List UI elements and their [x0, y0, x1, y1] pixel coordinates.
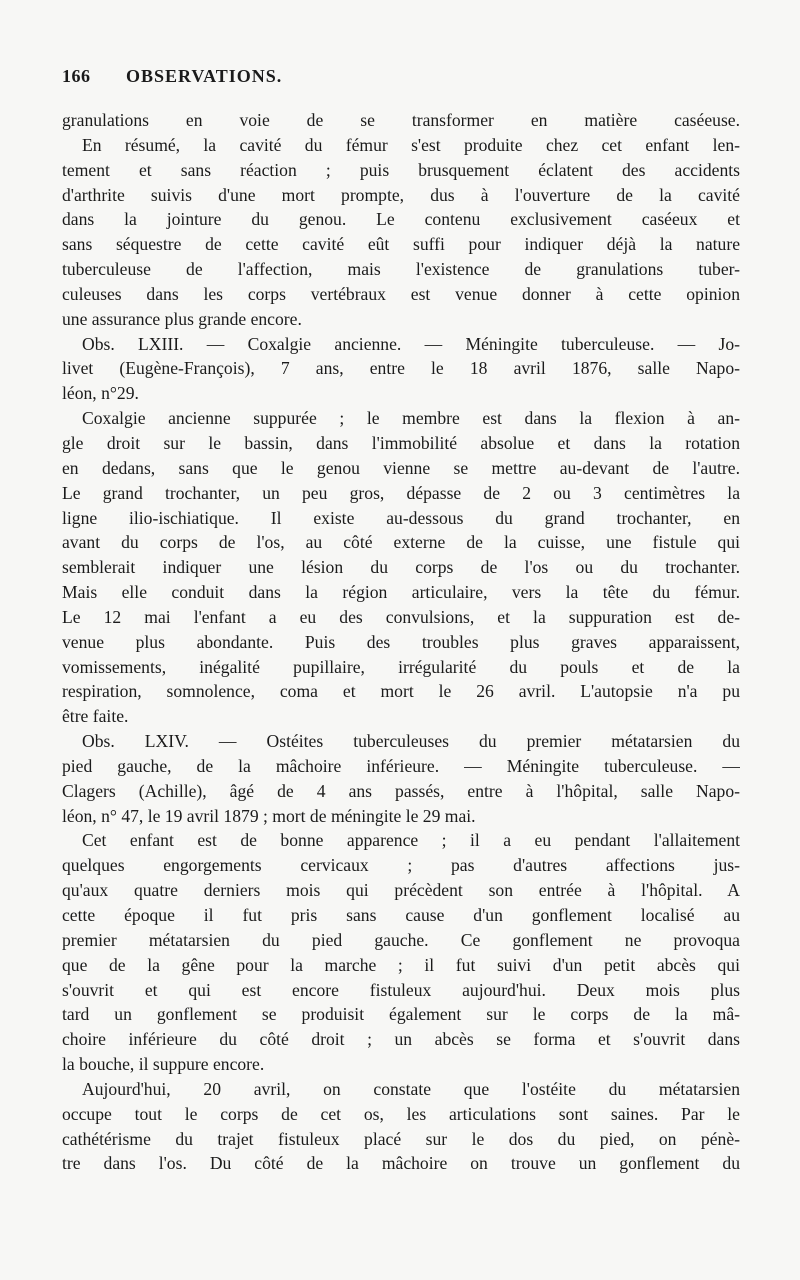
text-line: léon, n°29.	[62, 383, 139, 404]
text-line: pied gauche, de la mâchoire inférieure. — Méningite tuberculeuse. —	[62, 755, 740, 776]
text-line: vomissements, inégalité pupillaire, irrégularité du pouls et de la	[62, 656, 740, 677]
text-line: être faite.	[62, 706, 129, 727]
text-line: en dedans, sans que le genou vienne se mettre au-devant de l'autre.	[62, 457, 740, 478]
text-line: En résumé, la cavité du fémur s'est produite chez cet enfant len-	[82, 134, 740, 155]
text-line: gle droit sur le bassin, dans l'immobilité absolue et dans la rotation	[62, 432, 740, 453]
text-line: tre dans l'os. Du côté de la mâchoire on trouve un gonflement du	[62, 1153, 740, 1174]
text-line: Clagers (Achille), âgé de 4 ans passés, entre à l'hôpital, salle Napo-	[62, 780, 740, 801]
text-line: ligne ilio-ischiatique. Il existe au-dessous du grand trochanter, en	[62, 507, 740, 528]
text-line: la bouche, il suppure encore.	[62, 1054, 265, 1075]
text-line: d'arthrite suivis d'une mort prompte, dus à l'ouverture de la cavité	[62, 184, 740, 205]
text-line: occupe tout le corps de cet os, les articulations sont saines. Par le	[62, 1103, 740, 1124]
text-line: tement et sans réaction ; puis brusquement éclatent des accidents	[62, 159, 740, 180]
text-line: venue plus abondante. Puis des troubles plus graves apparaissent,	[62, 631, 740, 652]
text-line: tard un gonflement se produisit également sur le corps de la mâ-	[62, 1004, 740, 1025]
text-line: Le 12 mai l'enfant a eu des convulsions, et la suppuration est de-	[62, 606, 740, 627]
text-line: respiration, somnolence, coma et mort le 26 avril. L'autopsie n'a pu	[62, 681, 740, 702]
text-line: premier métatarsien du pied gauche. Ce gonflement ne provoqua	[62, 929, 740, 950]
text-line: livet (Eugène-François), 7 ans, entre le 18 avril 1876, salle Napo-	[62, 358, 740, 379]
text-line: semblerait indiquer une lésion du corps de l'os ou du trochanter.	[62, 557, 740, 578]
text-line: Coxalgie ancienne suppurée ; le membre est dans la flexion à an-	[82, 408, 740, 429]
running-header	[62, 66, 742, 86]
text-line: tuberculeuse de l'affection, mais l'existence de granulations tuber-	[62, 259, 740, 280]
text-line: choire inférieure du côté droit ; un abcès se forma et s'ouvrit dans	[62, 1029, 740, 1050]
text-line: quelques engorgements cervicaux ; pas d'autres affections jus-	[62, 855, 740, 876]
text-line: Aujourd'hui, 20 avril, on constate que l'ostéite du métatarsien	[82, 1078, 740, 1099]
text-line: avant du corps de l'os, au côté externe de la cuisse, une fistule qui	[62, 532, 740, 553]
text-line: cette époque il fut pris sans cause d'un gonflement localisé au	[62, 905, 740, 925]
text-line: granulations en voie de se transformer en matière caséeuse.	[62, 110, 740, 130]
text-line: dans la jointure du genou. Le contenu exclusivement caséeux et	[62, 209, 740, 230]
text-line: culeuses dans les corps vertébraux est venue donner à cette opinion	[62, 283, 740, 304]
text-line: Obs. LXIII. — Coxalgie ancienne. — Méningite tuberculeuse. — Jo-	[82, 333, 740, 354]
text-line: sans séquestre de cette cavité eût suffi pour indiquer déjà la nature	[62, 234, 740, 255]
text-line: Le grand trochanter, un peu gros, dépasse de 2 ou 3 centimètres la	[62, 482, 740, 503]
text-line: cathétérisme du trajet fistuleux placé sur le dos du pied, on pénè-	[62, 1128, 740, 1149]
text-line: léon, n° 47, le 19 avril 1879 ; mort de méningite le 29 mai.	[62, 805, 476, 826]
text-line: Mais elle conduit dans la région articulaire, vers la tête du fémur.	[62, 582, 740, 603]
text-line: Cet enfant est de bonne apparence ; il a eu pendant l'allaitement	[82, 830, 740, 851]
page-number: 166	[62, 66, 91, 86]
running-title: OBSERVATIONS.	[126, 66, 283, 86]
text-line: qu'aux quatre derniers mois qui précèdent son entrée à l'hôpital. A	[62, 880, 740, 901]
text-line: une assurance plus grande encore.	[62, 308, 302, 329]
text-line: que de la gêne pour la marche ; il fut suivi d'un petit abcès qui	[62, 954, 740, 975]
text-line: Obs. LXIV. — Ostéites tuberculeuses du premier métatarsien du	[82, 731, 740, 752]
body-text	[62, 108, 740, 1176]
text-line: s'ouvrit et qui est encore fistuleux aujourd'hui. Deux mois plus	[62, 979, 740, 1000]
